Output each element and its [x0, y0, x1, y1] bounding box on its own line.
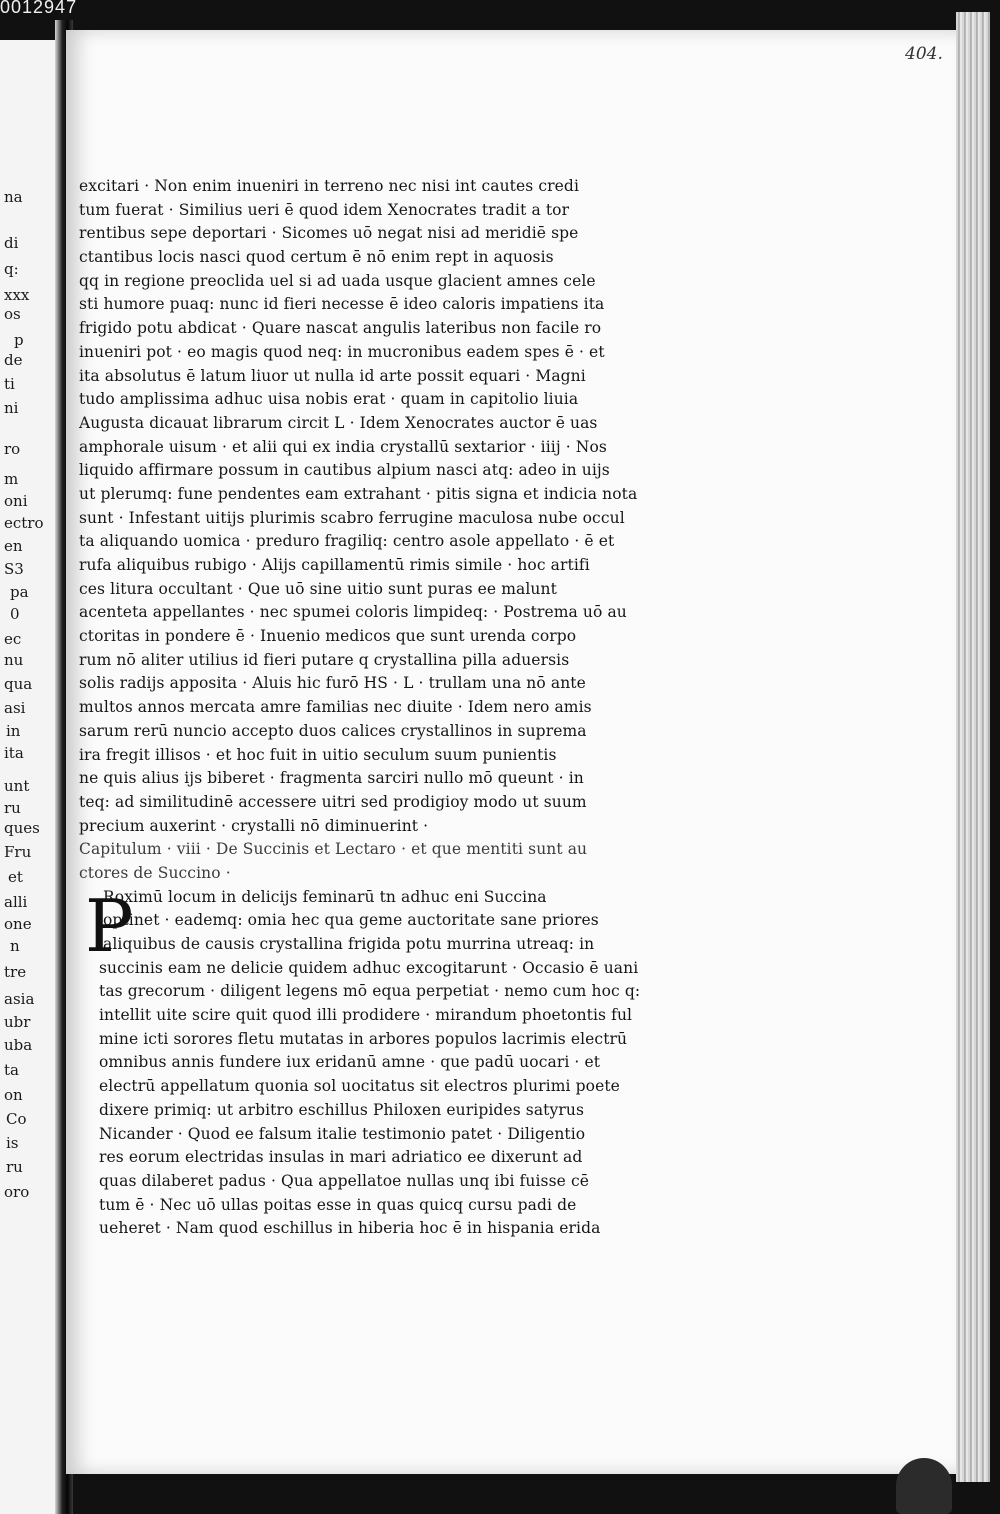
text-line: tum fuerat · Similius ueri ē quod idem Xenocrates tradit a tor: [79, 200, 570, 219]
chapter-rubric: [79, 838, 739, 885]
left-page-word: ru: [4, 799, 21, 817]
left-page-word: di: [4, 234, 19, 252]
archive-shelfmark: 0012947: [0, 0, 78, 14]
left-page-word: na: [4, 188, 23, 206]
text-line: ta aliquando uomica · preduro fragiliq: centro asole appellato · ē et: [79, 532, 615, 551]
text-line: Roximū locum in delicijs feminarū tn adhuc eni Succina: [103, 887, 547, 906]
body-paragraph: [79, 175, 739, 838]
text-line: res eorum electridas insulas in mari adriatico ee dixerunt ad: [99, 1148, 583, 1167]
text-line: inueniri pot · eo magis quod neq: in mucronibus eadem spes ē · et: [79, 342, 605, 361]
left-page-word: unt: [4, 777, 30, 795]
left-page-word: ubr: [4, 1013, 31, 1031]
text-line: multos annos mercata amre familias nec diuite · Idem nero amis: [79, 698, 592, 717]
left-page-word: ni: [4, 399, 19, 417]
left-page-word: xxx: [4, 286, 30, 304]
text-line: tas grecorum · diligent legens mō equa perpetiat · nemo cum hoc q:: [99, 982, 641, 1001]
rubric-line: Capitulum · viii · De Succinis et Lectaro · et que mentiti sunt au: [79, 840, 588, 859]
text-line: precium auxerint · crystalli nō diminuerint ·: [79, 816, 429, 835]
text-line: tudo amplissima adhuc uisa nobis erat · quam in capitolio liuia: [79, 390, 579, 409]
text-line: Augusta dicauat librarum circit L · Idem Xenocrates auctor ē uas: [79, 413, 598, 432]
left-page-word: qua: [4, 675, 33, 693]
second-paragraph: [79, 883, 739, 1241]
left-page-word: de: [4, 351, 23, 369]
text-line: optinet · eademq: omia hec qua geme auctoritate sane priores: [103, 911, 599, 930]
left-page-word: n: [10, 937, 20, 955]
left-page-word: nu: [4, 651, 24, 669]
left-page-word: en: [4, 537, 23, 555]
left-page-word: pa: [10, 583, 29, 601]
left-page-word: Fru: [4, 843, 32, 861]
left-page-word: ti: [4, 375, 15, 393]
text-line: sarum rerū nuncio accepto duos calices crystallinos in suprema: [79, 721, 587, 740]
left-page-word: ru: [6, 1158, 23, 1176]
rubric-line: ctores de Succino ·: [79, 863, 231, 882]
text-line: ut plerumq: fune pendentes eam extrahant · pitis signa et indicia nota: [79, 484, 638, 503]
left-page-word: asi: [4, 699, 26, 717]
left-page-word: ita: [4, 744, 24, 762]
left-page-word: S3: [4, 560, 24, 578]
text-line: succinis eam ne delicie quidem adhuc excogitarunt · Occasio ē uani: [99, 958, 639, 977]
left-page-word: alli: [4, 893, 28, 911]
left-page-word: ro: [4, 440, 21, 458]
left-page-fragment: [0, 40, 60, 1514]
left-page-word: ques: [4, 819, 40, 837]
text-line: acenteta appellantes · nec spumei coloris limpideq: · Postrema uō au: [79, 603, 627, 622]
left-page-word: is: [6, 1134, 19, 1152]
left-page-word: 0: [10, 605, 20, 623]
text-line: quas dilaberet padus · Qua appellatoe nullas unq ibi fuisse cē: [99, 1171, 589, 1190]
text-line: rum nō aliter utilius id fieri putare q crystallina pilla aduersis: [79, 650, 570, 669]
text-line: ita absolutus ē latum liuor ut nulla id arte possit equari · Magni: [79, 366, 586, 385]
text-line: solis radijs apposita · Aluis hic furō HS · L · trullam una nō ante: [79, 674, 586, 693]
text-line: Nicander · Quod ee falsum italie testimonio patet · Diligentio: [99, 1124, 586, 1143]
left-page-word: m: [4, 470, 19, 488]
text-line: ctantibus locis nasci quod certum ē nō enim rept in aquosis: [79, 248, 554, 267]
text-line: ueheret · Nam quod eschillus in hiberia hoc ē in hispania erida: [99, 1219, 601, 1238]
text-line: amphorale uisum · et alii qui ex india crystallū sextarior · iiij · Nos: [79, 437, 607, 456]
text-line: qq in regione preoclida uel si ad uada usque glacient amnes cele: [79, 271, 596, 290]
text-line: electrū appellatum quonia sol uocitatus sit electros plurimi poete: [99, 1077, 620, 1096]
text-line: aliquibus de causis crystallina frigida potu murrina utreaq: in: [103, 935, 595, 953]
left-page-word: oni: [4, 492, 28, 510]
thumb: [896, 1458, 952, 1514]
text-line: ctoritas in pondere ē · Inuenio medicos que sunt urenda corpo: [79, 627, 577, 646]
text-line: sunt · Infestant uitijs plurimis scabro ferrugine maculosa nube occul: [79, 508, 625, 527]
left-page-word: ec: [4, 630, 22, 648]
text-line: intellit uite scire quit quod illi prodidere · mirandum phoetontis ful: [99, 1006, 633, 1025]
text-line: frigido potu abdicat · Quare nascat angulis lateribus non facile ro: [79, 319, 602, 338]
left-page-word: asia: [4, 990, 35, 1008]
left-page-word: uba: [4, 1036, 33, 1054]
folio-number: 404.: [905, 44, 943, 64]
text-line: dixere primiq: ut arbitro eschillus Philoxen euripides satyrus: [99, 1100, 584, 1119]
left-page-word: on: [4, 1086, 23, 1104]
text-line: mine icti sorores fletu mutatas in arbores populos lacrimis electrū: [99, 1029, 628, 1048]
text-line: ira fregit illisos · et hoc fuit in uitio seculum suum punientis: [79, 745, 557, 764]
page-edges: [956, 12, 990, 1482]
text-line: liquido affirmare possum in cautibus alpium nasci atq: adeo in uijs: [79, 461, 610, 480]
left-page-word: in: [6, 722, 21, 740]
text-column: [79, 175, 739, 1241]
text-line: sti humore puaq: nunc id fieri necesse ē ideo caloris impatiens ita: [79, 295, 605, 314]
text-line: ne quis alius ijs biberet · fragmenta sarciri nullo mō queunt · in: [79, 769, 584, 788]
left-page-word: os: [4, 305, 21, 323]
text-line: rufa aliquibus rubigo · Alijs capillamentū rimis simile · hoc artifi: [79, 556, 590, 574]
text-line: excitari · Non enim inueniri in terreno nec nisi int cautes credi: [79, 177, 580, 195]
text-line: ces litura occultant · Que uō sine uitio sunt puras ee malunt: [79, 579, 557, 598]
left-page-word: one: [4, 915, 32, 933]
text-line: rentibus sepe deportari · Sicomes uō negat nisi ad meridiē spe: [79, 224, 579, 243]
left-page-word: ta: [4, 1061, 19, 1079]
left-page-word: ectro: [4, 514, 44, 532]
left-page-word: q:: [4, 260, 19, 278]
left-page-word: p: [14, 331, 24, 349]
left-page-word: Co: [6, 1110, 27, 1128]
left-page-word: oro: [4, 1183, 30, 1201]
text-line: tum ē · Nec uō ullas poitas esse in quas quicq cursu padi de: [99, 1195, 577, 1214]
left-page-word: et: [8, 868, 23, 886]
text-line: teq: ad similitudinē accessere uitri sed prodigioy modo ut suum: [79, 792, 587, 811]
left-page-word: tre: [4, 963, 27, 981]
decorated-initial: P: [85, 883, 134, 968]
text-line: omnibus annis fundere iux eridanū amne · que padū uocari · et: [99, 1053, 601, 1072]
second-paragraph-lines: [99, 886, 739, 1241]
